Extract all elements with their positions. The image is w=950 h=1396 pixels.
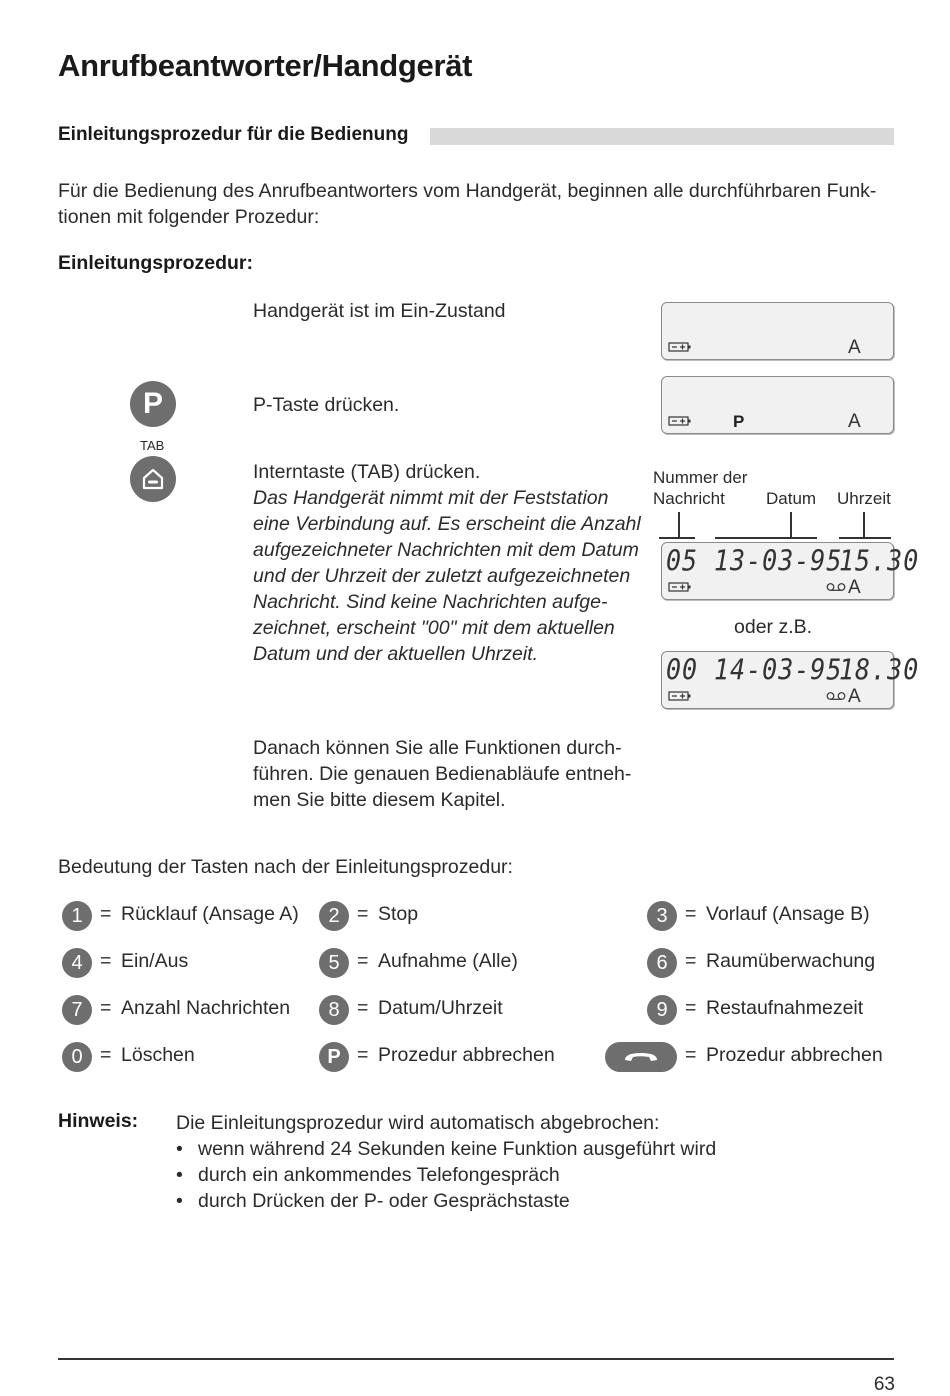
equals-sign: =	[357, 950, 369, 972]
key-4-icon: 4	[62, 948, 92, 978]
key-3-label: Vorlauf (Ansage B)	[706, 903, 870, 925]
handset-key-label: Prozedur abbrechen	[706, 1044, 883, 1066]
lcd-letter: A	[848, 411, 861, 432]
callout-time: Uhrzeit	[837, 489, 891, 508]
key-4-label: Ein/Aus	[121, 950, 189, 972]
equals-sign: =	[100, 997, 112, 1019]
equals-sign: =	[100, 1044, 112, 1066]
step-4-line: Danach können Sie alle Funktionen durch-	[253, 737, 622, 759]
description-line: eine Verbindung auf. Es erscheint die Anzahl	[253, 513, 641, 535]
battery-icon	[668, 415, 692, 427]
key-2-icon: 2	[319, 901, 349, 931]
note-content	[176, 1110, 716, 1214]
equals-sign: =	[685, 950, 697, 972]
footer-rule	[58, 1358, 894, 1360]
key-7-icon: 7	[62, 995, 92, 1025]
or-example-label: oder z.B.	[734, 616, 813, 638]
key-6-label: Raumüberwachung	[706, 950, 876, 972]
intro-line: Für die Bedienung des Anrufbeantworters vom Handgerät, beginnen alle durchführbaren Funk-	[58, 180, 877, 202]
lcd-display-no-messages	[661, 651, 920, 709]
key-3-icon: 3	[647, 901, 677, 931]
equals-sign: =	[357, 1044, 369, 1066]
description-line: Das Handgerät nimmt mit der Feststation	[253, 487, 609, 509]
callout-line: Nummer der	[653, 468, 748, 487]
tape-icon	[826, 582, 846, 592]
lcd-time: 18.30	[839, 653, 920, 687]
key-7-label: Anzahl Nachrichten	[121, 997, 291, 1019]
key-5-label: Aufnahme (Alle)	[378, 950, 518, 972]
callout-brackets	[655, 508, 895, 542]
note-label: Hinweis:	[58, 1110, 139, 1132]
p-key-icon: P	[130, 381, 176, 427]
callout-message-number	[653, 467, 747, 509]
lcd-letter: A	[848, 577, 861, 598]
lcd-p-indicator: P	[733, 412, 745, 431]
equals-sign: =	[100, 903, 112, 925]
equals-sign: =	[357, 903, 369, 925]
note-intro: Die Einleitungsprozedur wird automatisch abgebrochen:	[176, 1112, 660, 1134]
description-line: aufgezeichneter Nachrichten mit dem Datum	[253, 539, 639, 561]
battery-icon	[668, 341, 692, 353]
key-5-icon: 5	[319, 948, 349, 978]
lcd-time: 15.30	[839, 544, 920, 578]
lcd-letter: A	[848, 686, 861, 707]
note-bullet: • durch Drücken der P- oder Gesprächstaste	[176, 1188, 716, 1214]
key-0-icon: 0	[62, 1042, 92, 1072]
lcd-display-p-pressed	[661, 376, 894, 434]
equals-sign: =	[357, 997, 369, 1019]
description-line: Datum und der aktuellen Uhrzeit.	[253, 643, 539, 665]
handset-icon	[605, 1042, 677, 1072]
step-3-text: Interntaste (TAB) drücken.	[253, 461, 481, 483]
lcd-display-messages	[661, 542, 920, 600]
key-p-icon: P	[319, 1042, 349, 1072]
lcd-date: 14-03-95	[714, 653, 843, 687]
description-line: zeichnet, erscheint "00" mit dem aktuellen	[253, 617, 615, 639]
lcd-letter: A	[848, 337, 861, 358]
key-8-icon: 8	[319, 995, 349, 1025]
callout-line: Nachricht	[653, 489, 725, 508]
page-number: 63	[873, 1374, 895, 1395]
equals-sign: =	[685, 903, 697, 925]
equals-sign: =	[685, 1044, 697, 1066]
step-3-description	[253, 485, 641, 667]
step-4-line: men Sie bitte diesem Kapitel.	[253, 789, 506, 811]
key-1-icon: 1	[62, 901, 92, 931]
lcd-date: 13-03-95	[714, 544, 843, 578]
key-p-label: Prozedur abbrechen	[378, 1044, 555, 1066]
battery-icon	[668, 690, 692, 702]
key-6-icon: 6	[647, 948, 677, 978]
note-bullet: • wenn während 24 Sekunden keine Funktion ausgeführt wird	[176, 1136, 716, 1162]
step-4-text	[253, 735, 631, 813]
note-bullet: • durch ein ankommendes Telefongespräch	[176, 1162, 716, 1188]
key-meaning-heading: Bedeutung der Tasten nach der Einleitungsprozedur:	[58, 856, 513, 878]
step-2-text: P-Taste drücken.	[253, 394, 400, 416]
description-line: Nachricht. Sind keine Nachrichten aufge-	[253, 591, 608, 613]
intro-paragraph	[58, 178, 898, 230]
tab-label: TAB	[140, 438, 165, 453]
step-1-text: Handgerät ist im Ein-Zustand	[253, 300, 506, 322]
intro-line: tionen mit folgender Prozedur:	[58, 206, 320, 228]
intercom-house-icon	[130, 456, 176, 502]
key-8-label: Datum/Uhrzeit	[378, 997, 503, 1019]
key-9-label: Restaufnahmezeit	[706, 997, 864, 1019]
callout-date: Datum	[766, 489, 817, 508]
section-heading: Einleitungsprozedur für die Bedienung	[58, 124, 409, 145]
lcd-message-count: 05	[666, 544, 699, 578]
key-2-label: Stop	[378, 903, 419, 925]
equals-sign: =	[100, 950, 112, 972]
key-1-label: Rücklauf (Ansage A)	[121, 903, 299, 925]
battery-icon	[668, 581, 692, 593]
procedure-heading: Einleitungsprozedur:	[58, 252, 253, 274]
description-line: und der Uhrzeit der zuletzt aufgezeichneten	[253, 565, 631, 587]
tape-icon	[826, 691, 846, 701]
step-4-line: führen. Die genauen Bedienabläufe entneh-	[253, 763, 632, 785]
equals-sign: =	[685, 997, 697, 1019]
section-bar	[430, 128, 894, 145]
key-9-icon: 9	[647, 995, 677, 1025]
key-0-label: Löschen	[121, 1044, 195, 1066]
lcd-message-count: 00	[666, 653, 699, 687]
lcd-display-standby	[661, 302, 894, 360]
page-title: Anrufbeantworter/Handgerät	[58, 48, 473, 83]
